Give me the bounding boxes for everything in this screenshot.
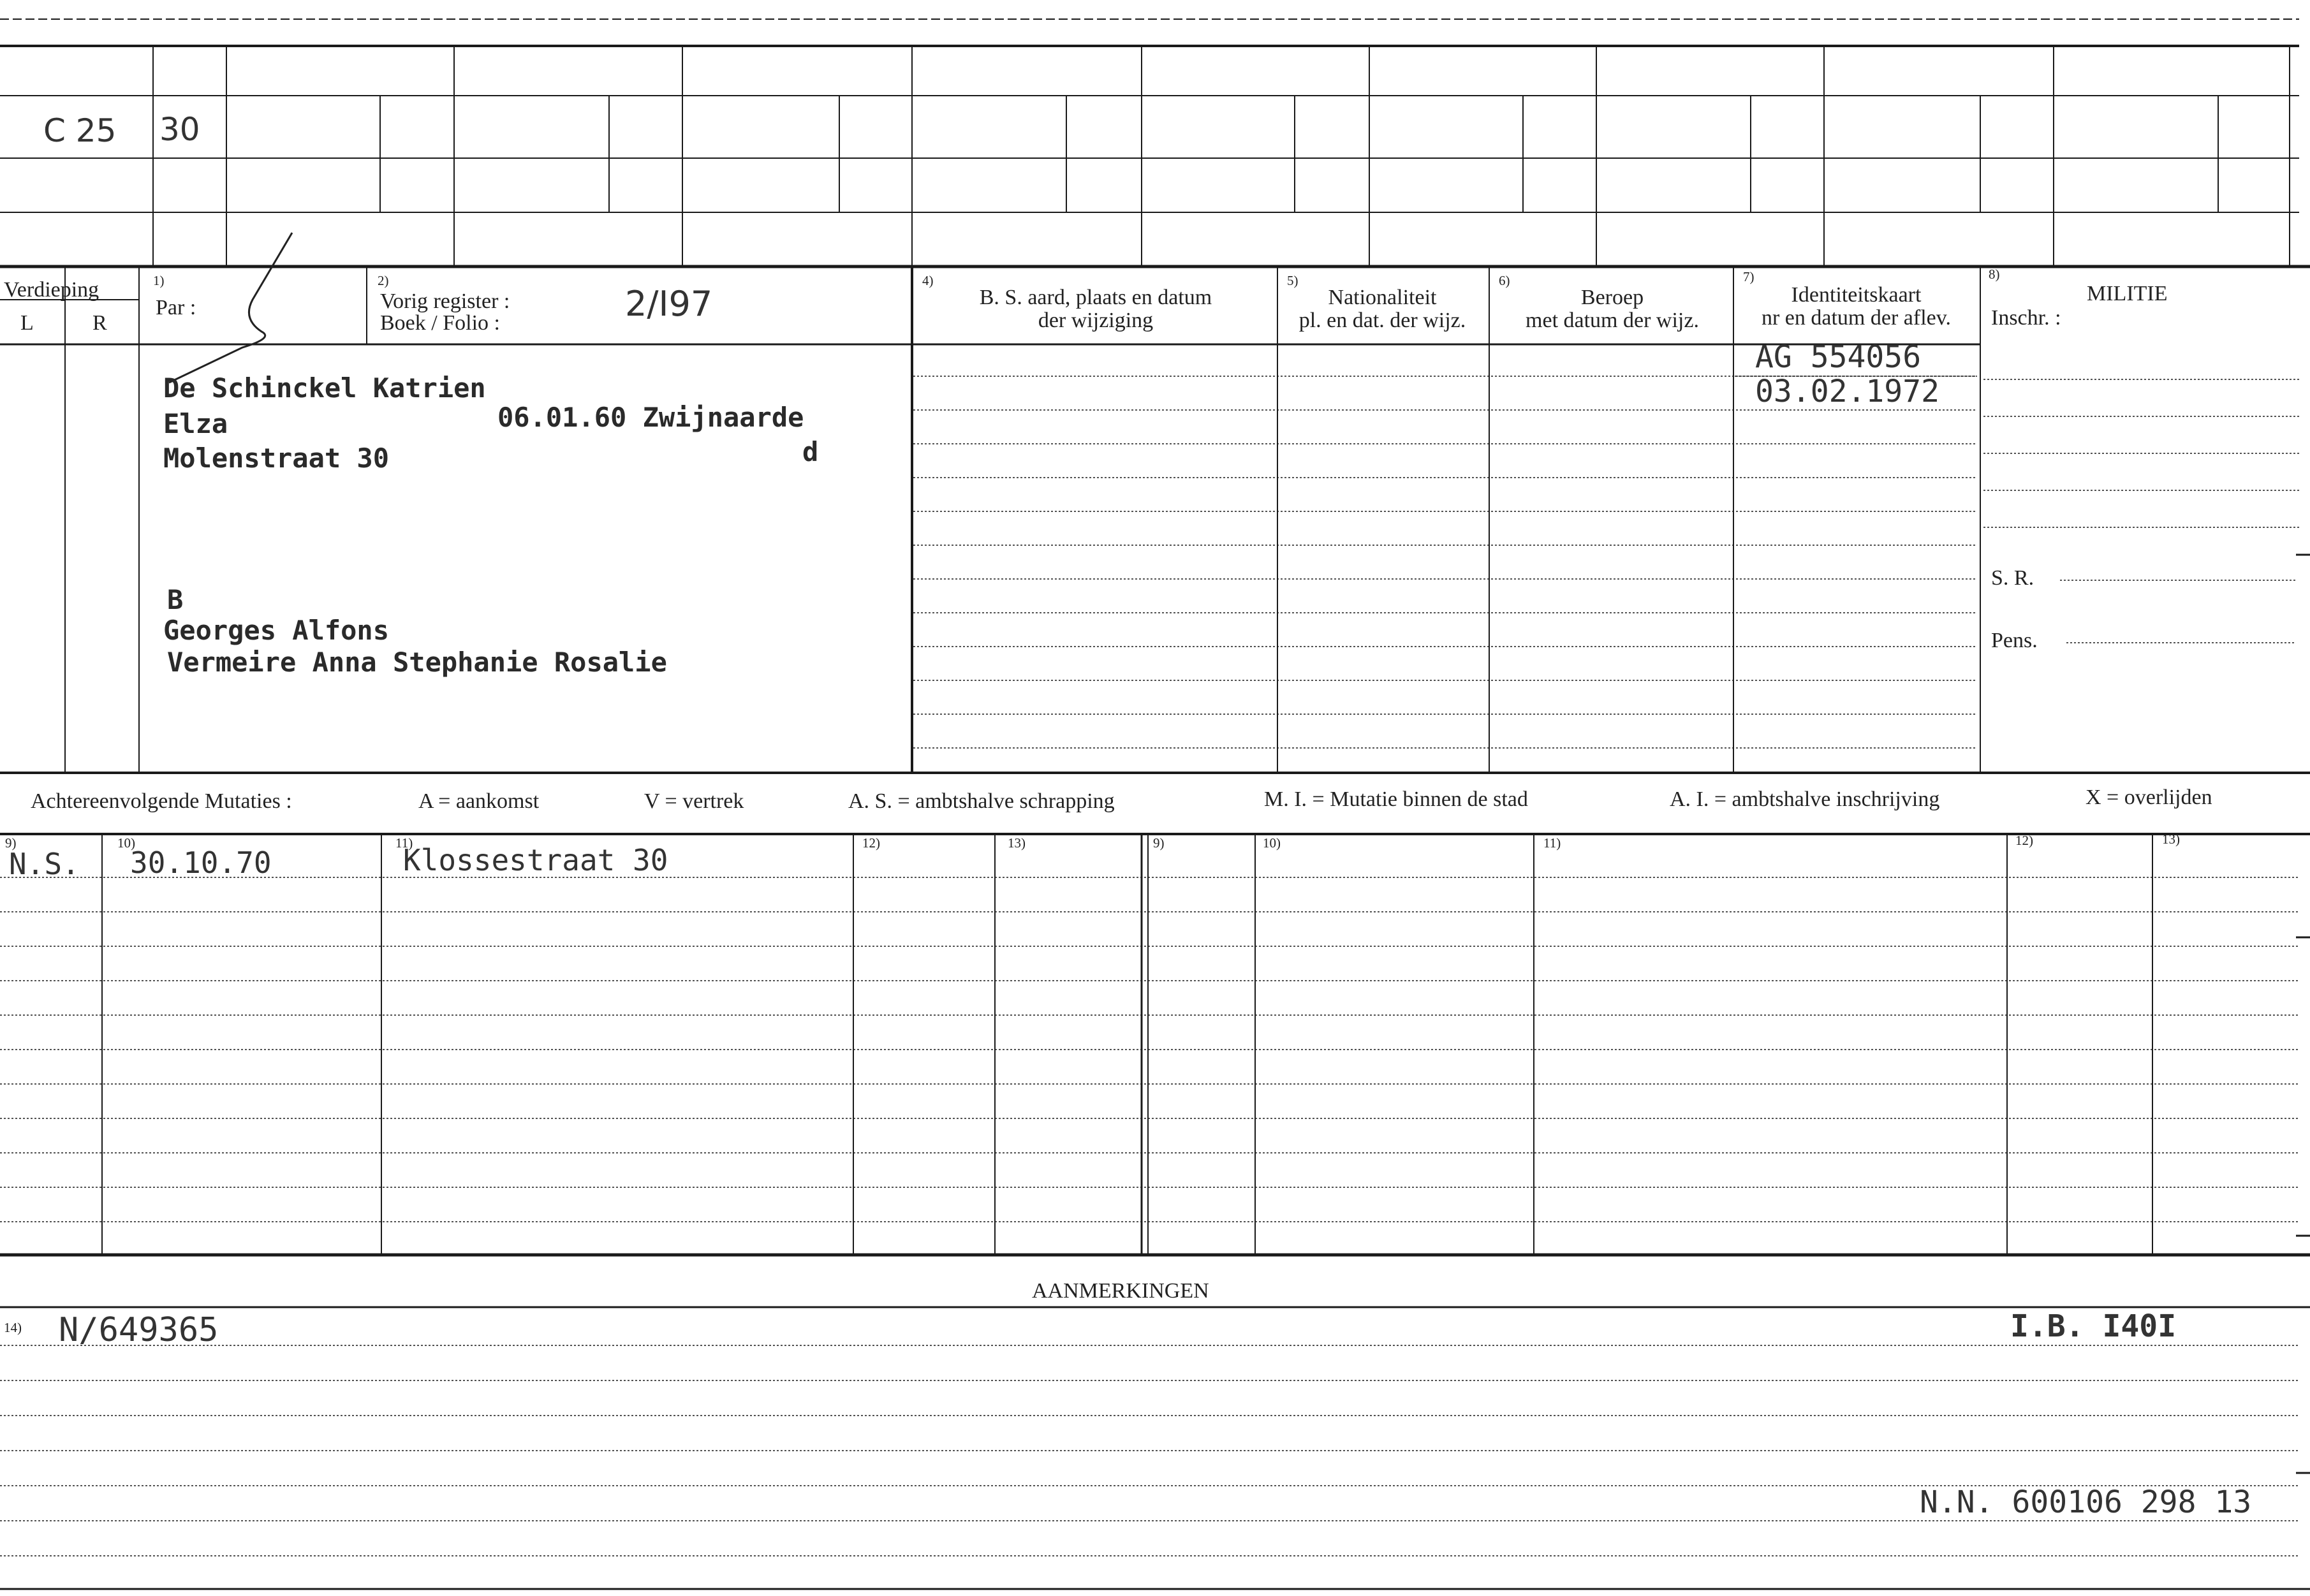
person-line-5: Georges Alfons [163,615,390,646]
bs-column-number: 4) [922,273,934,288]
person-line-6: Vermeire Anna Stephanie Rosalie [167,647,667,678]
id-header-line2: nr en datum der aflev. [1761,306,1952,330]
id-header-line1: Identiteitskaart [1791,283,1922,307]
grid-code-left: C 25 [43,112,117,149]
person-line-2-name: Elza [163,408,228,439]
identity-card-date: 03.02.1972 [1755,374,1939,409]
mut-right-col-13: 13) [2162,831,2180,847]
mutations-legend-title: Achtereenvolgende Mutaties : [31,789,292,813]
nat-header-line1: Nationaliteit [1328,286,1437,309]
nat-column-number: 5) [1287,273,1298,288]
mut-right-col-9: 9) [1153,835,1165,851]
verdieping-header: Verdieping [4,278,99,302]
mut-left-col-12: 12) [862,835,880,851]
beroep-header-line1: Beroep [1580,286,1644,309]
mut-left-col-11: 11) [395,835,413,851]
legend-vertrek: V = vertrek [644,789,744,813]
remarks-nn: N.N. 600106 298 13 [1920,1484,2252,1520]
sr-label: S. R. [1991,566,2034,590]
person-line-4: B [167,584,184,615]
remarks-title: AANMERKINGEN [1032,1279,1209,1303]
person-line-3: Molenstraat 30 [163,443,390,474]
identity-card-number: AG 554056 [1755,339,1922,375]
vorig-register-label: Vorig register : [380,289,510,313]
mutation-date: 30.10.70 [130,846,272,880]
mut-left-col-10: 10) [117,835,135,851]
remarks-reference: N/649365 [59,1311,219,1349]
mut-right-col-10: 10) [1263,835,1281,851]
militie-header: MILITIE [2087,282,2168,305]
beroep-column-number: 6) [1499,273,1510,288]
mutation-address: Klossestraat 30 [403,843,668,877]
mut-right-col-11: 11) [1543,835,1561,851]
id-column-number: 7) [1743,269,1755,284]
par-column-number: 1) [153,273,165,288]
legend-overlijden: X = overlijden [2086,786,2212,809]
beroep-header-line2: met datum der wijz. [1526,309,1699,332]
boek-folio-label: Boek / Folio : [380,311,500,335]
militie-column-number: 8) [1989,267,2000,282]
legend-aankomst: A = aankomst [418,789,540,813]
remarks-ib: I.B. I40I [2010,1308,2177,1344]
legend-ambtshalve-inschrijving: A. I. = ambtshalve inschrijving [1670,787,1940,811]
bs-header-line2: der wijziging [1038,309,1154,332]
inschr-label: Inschr. : [1991,306,2061,330]
person-line-1: De Schinckel Katrien [163,372,486,404]
vorig-column-number: 2) [378,273,389,288]
verdieping-r-header: R [92,311,107,335]
vorig-register-value: 2/I97 [625,284,713,324]
pens-label: Pens. [1991,629,2038,652]
legend-ambtshalve-schrapping: A. S. = ambtshalve schrapping [848,789,1115,813]
verdieping-l-header: L [20,311,34,335]
nat-header-line2: pl. en dat. der wijz. [1298,309,1466,332]
bs-header-line1: B. S. aard, plaats en datum [979,286,1212,309]
par-header: Par : [156,296,196,319]
mut-left-col-9: 9) [5,835,17,851]
grid-code-right: 30 [159,111,200,148]
remarks-number: 14) [4,1320,22,1335]
person-birth: 06.01.60 Zwijnaarde [497,402,804,433]
mutation-code: N.S. [9,847,80,881]
mut-left-col-13: 13) [1008,835,1026,851]
mut-right-col-12: 12) [2015,833,2033,848]
legend-mutatie-stad: M. I. = Mutatie binnen de stad [1264,787,1528,811]
person-line-3-mark: d [802,436,819,467]
